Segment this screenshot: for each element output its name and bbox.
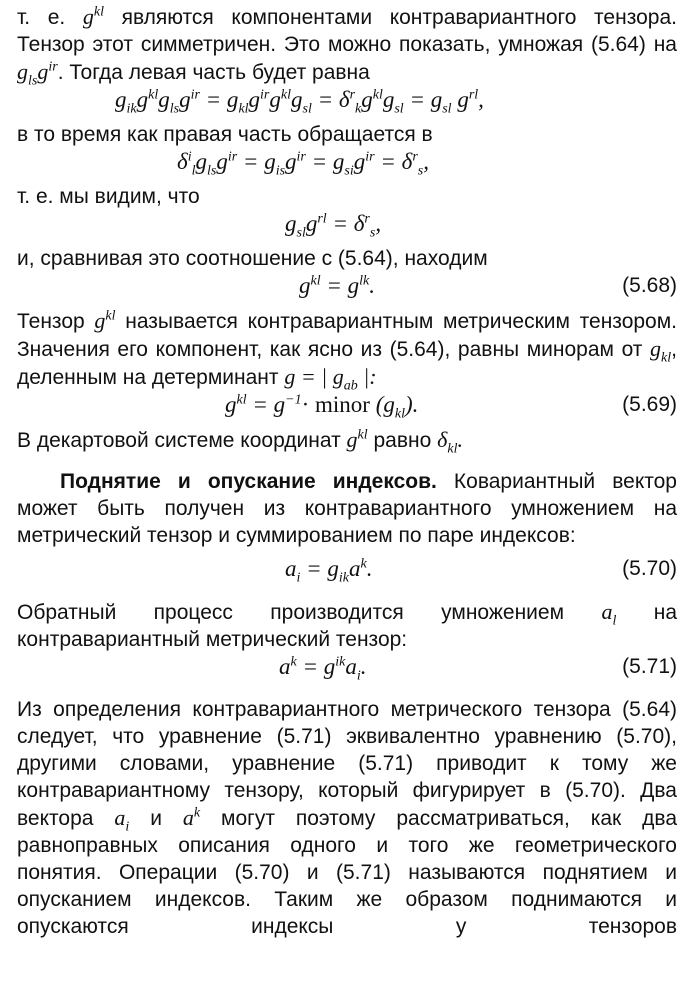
- formula: $g^{kl} = g^{lk}$.: [299, 273, 375, 298]
- formula-inline: $a^k$: [182, 805, 201, 830]
- equation-5-69: [17, 391, 677, 426]
- formula-inline: $g_{ls}g^{ir}$: [17, 59, 58, 89]
- formula: $g^{kl} = g^{-1}\cdot$ minor $(g_{kl})$.: [225, 392, 419, 422]
- equation-number: (5.70): [622, 557, 677, 580]
- page-text: [17, 0, 677, 940]
- formula-inline: $g_{kl}$: [650, 336, 672, 366]
- paragraph-3: т. е. мы видим, что: [17, 185, 200, 208]
- equation: [17, 86, 677, 121]
- equation: [17, 210, 677, 245]
- paragraph-4: и, сравнивая это соотношение с (5.64), находим: [17, 247, 488, 270]
- paragraph-5: Тензор $g^{kl}$ называется контравариантным метрическим тензором. Значения его компонент, как ясно из (5.64), равны минорам от $g_{kl}$, деленным на детерминант g = | $g_{ab}$ |:: [17, 308, 678, 394]
- equation: [17, 148, 677, 183]
- formula: $a_i = g_{ik}a^k$.: [285, 556, 373, 586]
- equation-number: (5.71): [622, 655, 677, 678]
- formula-inline: $g^{kl}$: [82, 4, 104, 29]
- paragraph-9: Из определения контравариантного метрического тензора (5.64) следует, что уравнение (5.71) эквивалентно уравнению (5.70), другими словами, уравнение (5.71) приводит к тому же контравариантному тензору, который фигурирует в (5.70). Два вектора $a_i$ и $a^k$ могут поэтому рассматриваться, как два равноправных описания одного и того же геометрического понятия. Операции (5.70) и (5.71) называются поднятием и опусканием индексов. Таким же образом поднимаются и опускаются индексы у тензоров: [17, 698, 677, 938]
- paragraph-1: т. е. $g^{kl}$ являются компонентами контравариантного тензора. Тензор этот симметричен. Это можно показать, умножая (5.64) на $g_{ls}g^{ir}$. Тогда левая часть будет равна: [17, 4, 677, 89]
- equation-5-70: [17, 555, 677, 590]
- equation-number: (5.69): [622, 393, 677, 416]
- formula: $g_{sl}g^{rl} = \delta^r_s$,: [285, 211, 382, 241]
- formula-inline: g = | $g_{ab}$ |:: [284, 364, 377, 394]
- formula-inline: $g^{kl}$: [346, 427, 368, 452]
- formula: $\delta^i_lg_{ls}g^{ir} = g_{is}g^{ir} = g_{si}g^{ir} = \delta^r_s$,: [177, 149, 429, 179]
- paragraph-7: Поднятие и опускание индексов. Ковариантный вектор может быть получен из контравариантного умножением на метрический тензор и суммированием по паре индексов:: [17, 470, 677, 547]
- equation-number: (5.68): [622, 274, 677, 297]
- formula-inline: $\delta_{kl}$.: [437, 427, 463, 457]
- paragraph-8: Обратный процесс производится умножением $a_l$ на контравариантный метрический тензор:: [17, 599, 677, 651]
- formula-inline: $g^{kl}$: [94, 308, 116, 333]
- equation-5-68: [17, 272, 677, 307]
- paragraph-6: В декартовой системе координат $g^{kl}$ равно $\delta_{kl}$.: [17, 427, 463, 457]
- formula-inline: $a_i$: [114, 805, 130, 835]
- formula: $g_{ik}g^{kl}g_{ls}g^{ir} = g_{kl}g^{ir}g^{kl}g_{sl} = \delta^r_kg^{kl}g_{sl} = g_{sl}$ $g^{rl}$,: [115, 87, 484, 117]
- equation-5-71: [17, 653, 677, 688]
- paragraph-2: в то время как правая часть обращается в: [17, 123, 433, 146]
- formula-inline: $a_l$: [601, 599, 617, 629]
- formula: $a^k = g^{ik}a_i$.: [279, 654, 367, 684]
- section-heading: Поднятие и опускание индексов.: [60, 470, 437, 493]
